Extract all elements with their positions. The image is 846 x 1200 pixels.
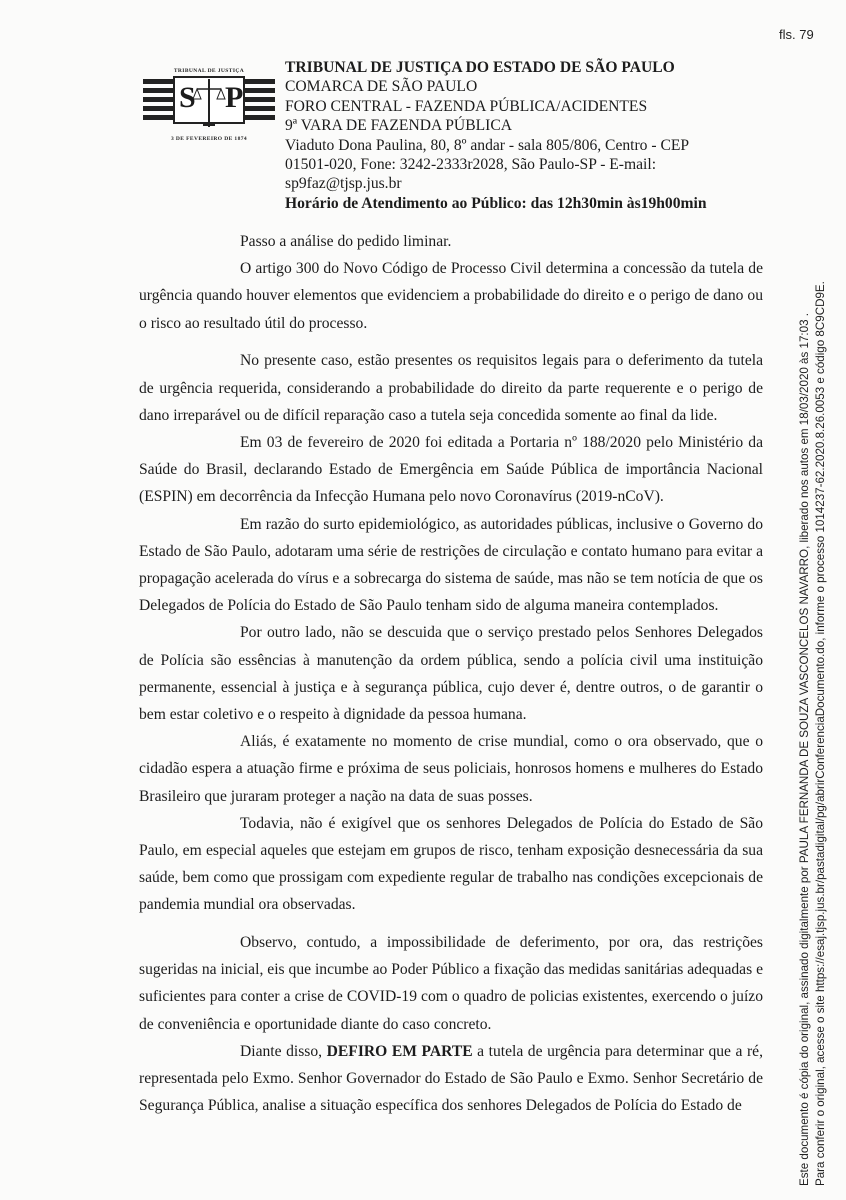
court-name: TRIBUNAL DE JUSTIÇA DO ESTADO DE SÃO PAULO — [285, 59, 675, 76]
stamp-line-2: Para conferir o original, acesse o site https://esaj.tjsp.jus.br/pastadigital/pg/abrirConferenciaDocumento.do, informe o processo 1014237-62.2020.8.26.0053 e código 8C9CD9E. — [813, 281, 827, 1186]
paragraph-10-lead: Diante disso, — [240, 1042, 327, 1060]
court-logo — [143, 66, 275, 158]
logo-letter-s: S — [179, 81, 196, 114]
email: sp9faz@tjsp.jus.br — [285, 175, 402, 193]
paragraph-9: Observo, contudo, a impossibilidade de deferimento, por ora, das restrições sugeridas na inicial, eis que incumbe ao Poder Público a fixação das medidas sanitárias adequadas e suficientes para conter a crise de COVID-19 com o quadro de policias existentes, exercendo o juízo de conveniência e oportunidade diante do caso concreto. — [139, 934, 763, 1033]
paragraph-7: Aliás, é exatamente no momento de crise mundial, como o ora observado, que o cidadão espera a atuação firme e próxima de seus policiais, honrosos homens e mulheres do Estado Brasileiro que juraram proteger a nação na data de suas posses. — [139, 733, 763, 805]
logo-bottom-text: 3 DE FEVEREIRO DE 1874 — [170, 136, 248, 142]
address-line-1: Viaduto Dona Paulina, 80, 8º andar - sala 805/806, Centro - CEP — [285, 136, 690, 154]
paragraph-10-rest: a tutela de urgência para determinar que a ré, representada pelo Exmo. Senhor Governador do Estado de São Paulo e Exmo. Senhor Secretário de Segurança Pública, analise a situação específica dos senhores Delegados de Polícia do Estado de — [139, 1042, 763, 1115]
paragraph-3: No presente caso, estão presentes os requisitos legais para o deferimento da tutela de urgência requerida, considerando a probabilidade do direito da parte requerente e o perigo de dano irreparável ou de difícil reparação caso a tutela seja concedida somente ao final da lide. — [139, 352, 763, 424]
stamp-line-1: Este documento é cópia do original, assinado digitalmente por PAULA FERNANDA DE SOUZA VASCONCELOS NAVARRO, liberado nos autos em 18/03/2020 às 17:03 . — [798, 313, 811, 1186]
decision-body — [139, 228, 763, 1120]
foro: FORO CENTRAL - FAZENDA PÚBLICA/ACIDENTES — [285, 97, 648, 115]
logo-letter-p: P — [225, 81, 244, 114]
paragraph-2: O artigo 300 do Novo Código de Processo Civil determina a concessão da tutela de urgência quando houver elementos que evidenciem a probabilidade do direito e o perigo de dano ou o risco ao resultado útil do processo. — [139, 260, 763, 332]
paragraph-10 — [139, 1038, 763, 1120]
vara: 9ª VARA DE FAZENDA PÚBLICA — [285, 117, 512, 135]
comarca: COMARCA DE SÃO PAULO — [285, 78, 478, 96]
office-hours: Horário de Atendimento ao Público: das 12h30min às19h00min — [285, 194, 707, 212]
sp-coat-of-arms-icon — [143, 75, 275, 133]
logo-top-text: TRIBUNAL DE JUSTIÇA — [173, 68, 245, 74]
paragraph-4: Em 03 de fevereiro de 2020 foi editada a Portaria nº 188/2020 pelo Ministério da Saúde do Brasil, declarando Estado de Emergência em Saúde Pública de importância Nacional (ESPIN) em decorrência da Infecção Humana pelo novo Coronavírus (2019-nCoV). — [139, 433, 763, 506]
paragraph-5: Em razão do surto epidemiológico, as autoridades públicas, inclusive o Governo do Estado de São Paulo, adotaram uma série de restrições de circulação e contato humano para evitar a propagação acelerada do vírus e a sobrecarga do sistema de saúde, mas não se tem notícia de que os Delegados de Polícia do Estado de São Paulo tenham sido de alguma maneira contemplados. — [139, 515, 763, 615]
digital-signature-stamp — [797, 281, 828, 1186]
court-header — [285, 58, 715, 213]
address-line-2: 01501-020, Fone: 3242-2333r2028, São Paulo-SP - E-mail: — [285, 156, 657, 174]
page-number: fls. 79 — [779, 27, 814, 42]
paragraph-1: Passo a análise do pedido liminar. — [240, 233, 452, 250]
ruling-emphasis: DEFIRO EM PARTE — [326, 1042, 473, 1060]
paragraph-8: Todavia, não é exigível que os senhores Delegados de Polícia do Estado de São Paulo, em especial aqueles que estejam em grupos de risco, tenham exposição desnecessária da sua saúde, bem como que prossigam com expediente regular de trabalho nas condições excepcionais de pandemia mundial ora observadas. — [139, 814, 763, 914]
paragraph-6: Por outro lado, não se descuida que o serviço prestado pelos Senhores Delegados de Polícia são essências à manutenção da ordem pública, sendo a polícia civil uma instituição permanente, essencial à justiça e à segurança pública, cujo dever é, dentre outros, o de garantir o bem estar coletivo e o respeito à dignidade da pessoa humana. — [139, 624, 763, 723]
